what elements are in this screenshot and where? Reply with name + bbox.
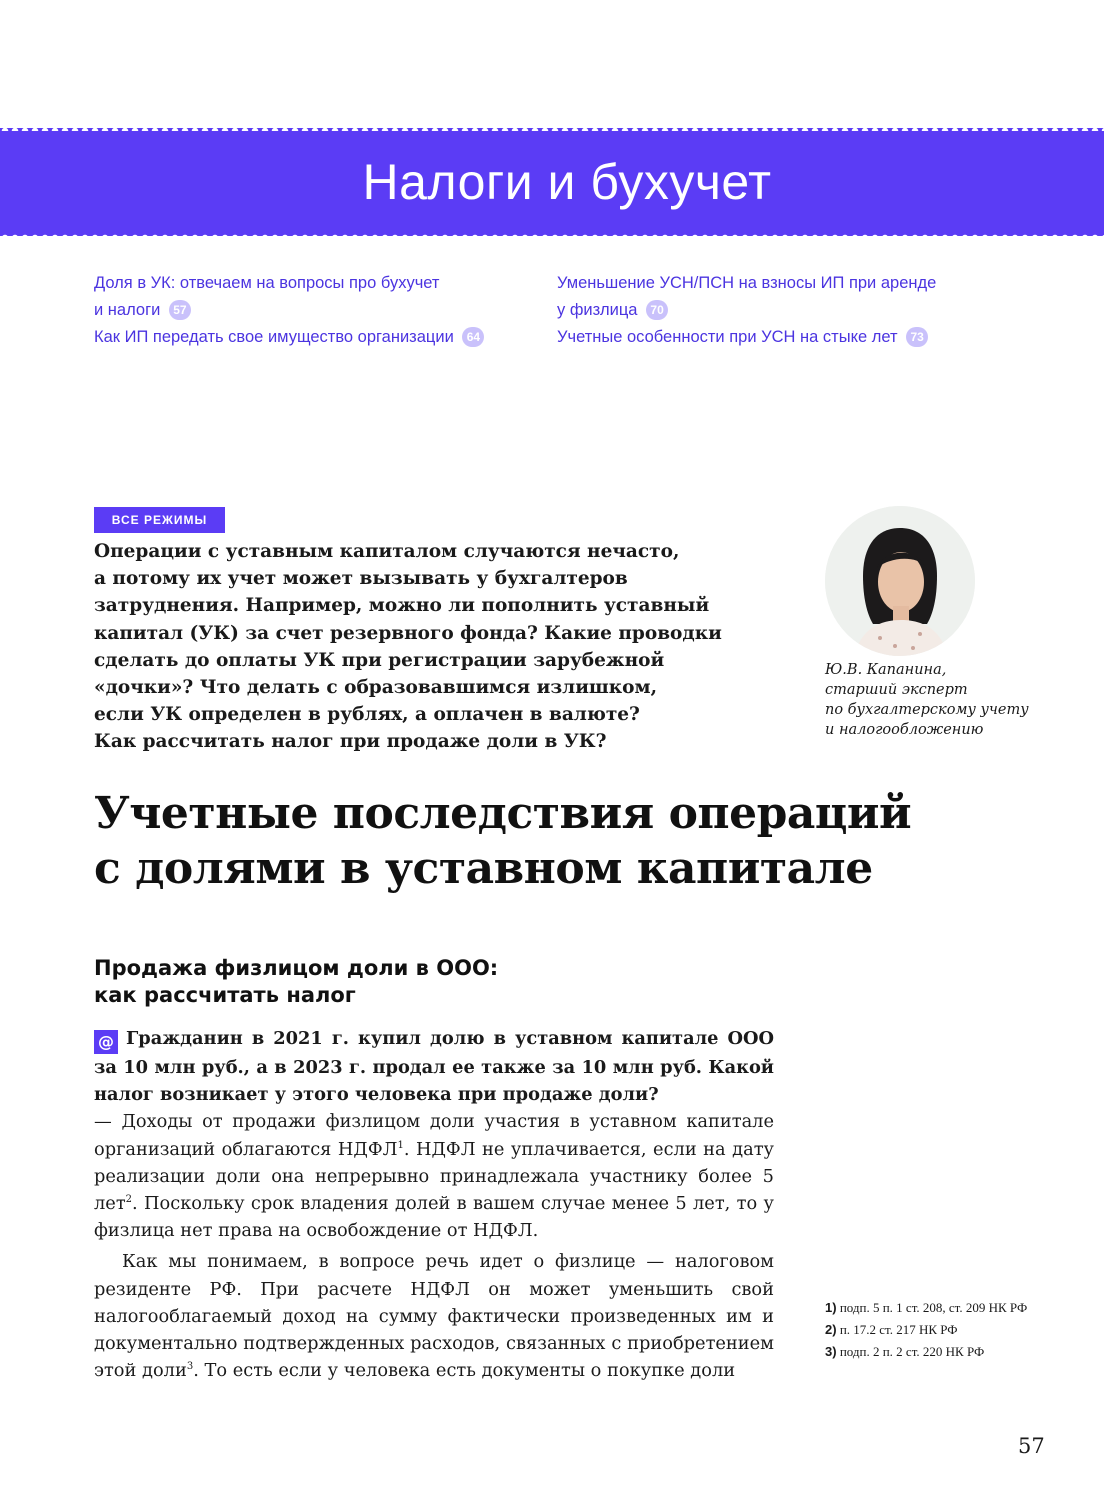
reader-question: @ Гражданин в 2021 г. купил долю в уставном капитале ООО за 10 млн руб., а в 2023 г. продал ее также за 10 млн руб. Какой налог возникает у этого человека при продаже доли?: [94, 1028, 774, 1106]
author-photo: [825, 506, 975, 656]
article-subheading: Продажа физлицом доли в ООО: как рассчитать налог: [94, 956, 499, 1007]
page-number: 57: [1018, 1434, 1045, 1458]
body-paragraph: Как мы понимаем, в вопросе речь идет о физлице — налоговом резиденте РФ. При расчете НДФЛ он может уменьшить свой налогооблагаемый доход на сумму фактически произведенных им и документально подтвержденных расходов, связанных с приобретением этой доли$^3$. То есть если у человека есть документы о покупке доли: [94, 1251, 774, 1382]
footnote-ref[interactable]: 3: [186, 1361, 194, 1373]
section-title: Налоги и бухучет: [362, 154, 772, 210]
footnote: 2) п. 17.2 ст. 217 НК РФ: [825, 1322, 958, 1337]
email-question-icon: @: [94, 1030, 118, 1054]
page-badge: 70: [646, 300, 668, 320]
footnotes: [825, 1298, 1040, 1364]
footnote-ref[interactable]: 1: [397, 1139, 404, 1151]
answer-paragraph: — Доходы от продажи физлицом доли участия в уставном капитале организаций облагаются НДФЛ$^1$. НДФЛ не уплачивается, если на дату реализации доли она непрерывно принадлежала участнику более 5 лет$^2$. Поскольку срок владения долей в вашем случае менее 5 лет, то у физлица нет права на освобождение от НДФЛ.: [94, 1111, 774, 1242]
article-headline: Учетные последствия операций с долями в уставном капитале: [94, 788, 912, 894]
section-banner: [0, 128, 1104, 236]
footnote: 3) подп. 2 п. 2 ст. 220 НК РФ: [825, 1344, 985, 1359]
page-badge: 64: [462, 327, 484, 347]
toc-left: [94, 270, 514, 351]
page-badge: 57: [169, 300, 191, 320]
article-body: [94, 1025, 774, 1384]
toc-link-usn-year-end[interactable]: Учетные особенности при УСН на стыке лет 73: [557, 324, 977, 351]
footnote-ref[interactable]: 2: [125, 1194, 133, 1206]
lead-paragraph: Операции с уставным капиталом случаются нечасто, а потому их учет может вызывать у бухгалтеров затруднения. Например, можно ли пополнить уставный капитал (УК) за счет резервного фонда? Какие проводки сделать до оплаты УК при регистрации зарубежной «дочки»? Что делать с образовавшимся излишком, если УК определен в рублях, а оплачен в валюте? Как рассчитать налог при продаже доли в УК?: [94, 541, 722, 753]
footnote: 1) подп. 5 п. 1 ст. 208, ст. 209 НК РФ: [825, 1300, 1028, 1315]
toc-link-share-accounting[interactable]: Доля в УК: отвечаем на вопросы про бухучет и налоги 57: [94, 274, 440, 319]
regime-tag: ВСЕ РЕЖИМЫ: [94, 507, 225, 533]
page-badge: 73: [906, 327, 928, 347]
author-caption: Ю.В. Капанина, старший эксперт по бухгалтерскому учету и налогообложению: [825, 662, 1029, 738]
toc-link-ip-property[interactable]: Как ИП передать свое имущество организации 64: [94, 324, 514, 351]
toc-link-usn-psn[interactable]: Уменьшение УСН/ПСН на взносы ИП при аренде у физлица 70: [557, 274, 937, 319]
toc-right: [557, 270, 977, 351]
